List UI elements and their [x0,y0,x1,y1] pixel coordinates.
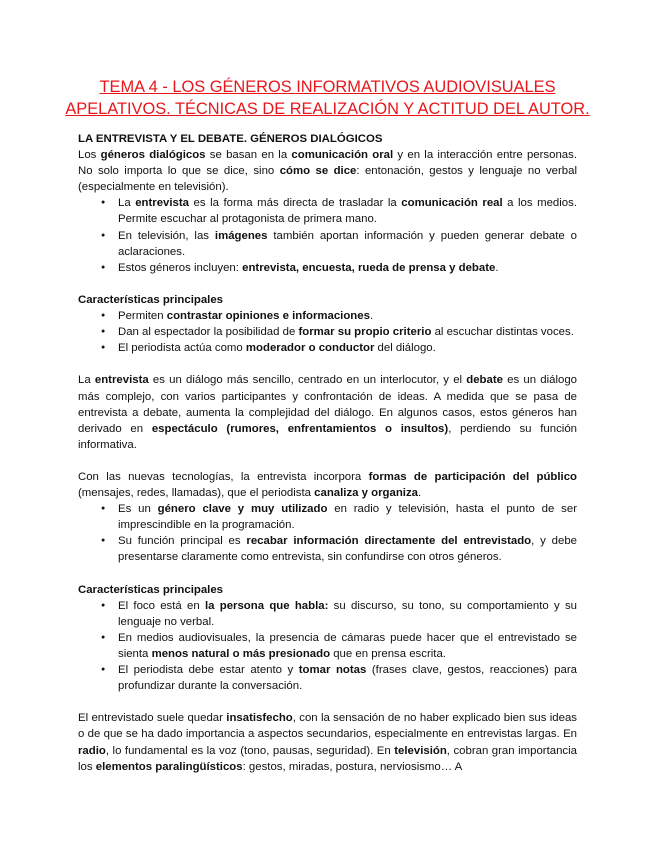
bold-text: tomar notas [298,664,367,677]
bold-text: elementos paralingüísticos [95,760,243,773]
bold-text: debate [466,374,503,387]
bold-text: canaliza y organiza [314,487,418,500]
paragraph: La entrevista es un diálogo más sencillo, centrado en un interlocutor, y el debate es un diálogo más complejo, con varios participantes y confrontación de ideas. A medida que se pasa de entrevista a debate, aumenta la complejidad del diálogo. En algunos casos, estos géneros han derivado en espectáculo (rumores, enfrentamientos o insultos), perdiendo su función informativa. [78,374,577,451]
list-item: ● El foco está en la persona que habla: su discurso, su tono, su comportamiento y su lenguaje no verbal. [118,598,577,630]
bold-text: formar su propio criterio [298,326,432,339]
bold-text: imágenes [214,229,268,242]
list-item: ● La entrevista es la forma más directa de trasladar la comunicación real a los medios. Permite escuchar al protagonista de primera mano. [118,195,577,227]
paragraph: Con las nuevas tecnologías, la entrevista incorpora formas de participación del público (mensajes, redes, llamadas), que el periodista canaliza y organiza. [78,470,577,500]
bullet-list [78,195,577,275]
bullet-list [78,308,577,356]
section-heading-dialogic: LA ENTREVISTA Y EL DEBATE. GÉNEROS DIALÓGICOS [78,133,383,145]
section-heading-features: Características principales [78,293,223,306]
bold-text: género clave y muy utilizado [157,503,328,516]
bold-text: recabar información directamente del entrevistado [246,535,532,548]
bold-text: moderador o conductor [245,342,375,355]
bold-text: contrastar opiniones e informaciones [166,310,370,323]
bold-text: cómo se dice [279,165,357,178]
title-line-1: TEMA 4 - LOS GÉNEROS INFORMATIVOS AUDIOVISUALES [99,78,556,96]
paragraph: El entrevistado suele quedar insatisfecho, con la sensación de no haber explicado bien sus ideas o de que se ha dado importancia a aspectos secundarios, especialmente en entrevistas largas. En radio, lo fundamental es la voz (tono, pausas, seguridad). En televisión, cobran gran importancia los elementos paralingüísticos: gestos, miradas, postura, nerviosismo… A [78,712,577,773]
list-item: ● Permiten contrastar opiniones e informaciones. [118,308,577,324]
list-item: ● Es un género clave y muy utilizado en radio y televisión, hasta el punto de ser imprescindible en la programación. [118,501,577,533]
bold-text: entrevista [94,374,149,387]
document-title [60,76,595,120]
list-item: ● En televisión, las imágenes también aportan información y pueden generar debate o aclaraciones. [118,228,577,260]
document-body [78,131,577,775]
paragraph: Los géneros dialógicos se basan en la comunicación oral y en la interacción entre personas. No solo importa lo que se dice, sino cómo se dice: entonación, gestos y lenguaje no verbal (especialmente en televisión). [78,149,577,194]
bullet-list [78,501,577,565]
bullet-list [78,598,577,695]
bold-text: formas de participación del público [368,470,577,483]
section-heading-features: Características principales [78,583,223,596]
bold-text: comunicación oral [291,149,394,162]
bold-text: entrevista [135,197,190,210]
list-item: ● Dan al espectador la posibilidad de formar su propio criterio al escuchar distintas voces. [118,324,577,340]
bold-text: insatisfecho [226,712,293,725]
bold-text: televisión [394,744,447,757]
list-item: ● Estos géneros incluyen: entrevista, encuesta, rueda de prensa y debate. [118,260,577,276]
list-item: ● En medios audiovisuales, la presencia de cámaras puede hacer que el entrevistado se sienta menos natural o más presionado que en prensa escrita. [118,630,577,662]
list-item: ● El periodista actúa como moderador o conductor del diálogo. [118,340,577,356]
bold-text: menos natural o más presionado [151,648,331,660]
bold-text: la persona que habla: [204,599,329,612]
bold-text: comunicación real [401,197,503,210]
bold-text: géneros dialógicos [100,149,206,162]
bold-text: espectáculo (rumores, enfrentamientos o insultos) [151,422,449,435]
bold-text: radio [78,744,106,757]
bold-text: entrevista, encuesta, rueda de prensa y debate [242,261,496,274]
list-item: ● El periodista debe estar atento y tomar notas (frases clave, gestos, reacciones) para profundizar durante la conversación. [118,662,577,694]
title-line-2: APELATIVOS. TÉCNICAS DE REALIZACIÓN Y ACTITUD DEL AUTOR. [65,100,590,118]
list-item: ● Su función principal es recabar información directamente del entrevistado, y debe presentarse claramente como entrevista, sin confundirse con otros géneros. [118,533,577,565]
